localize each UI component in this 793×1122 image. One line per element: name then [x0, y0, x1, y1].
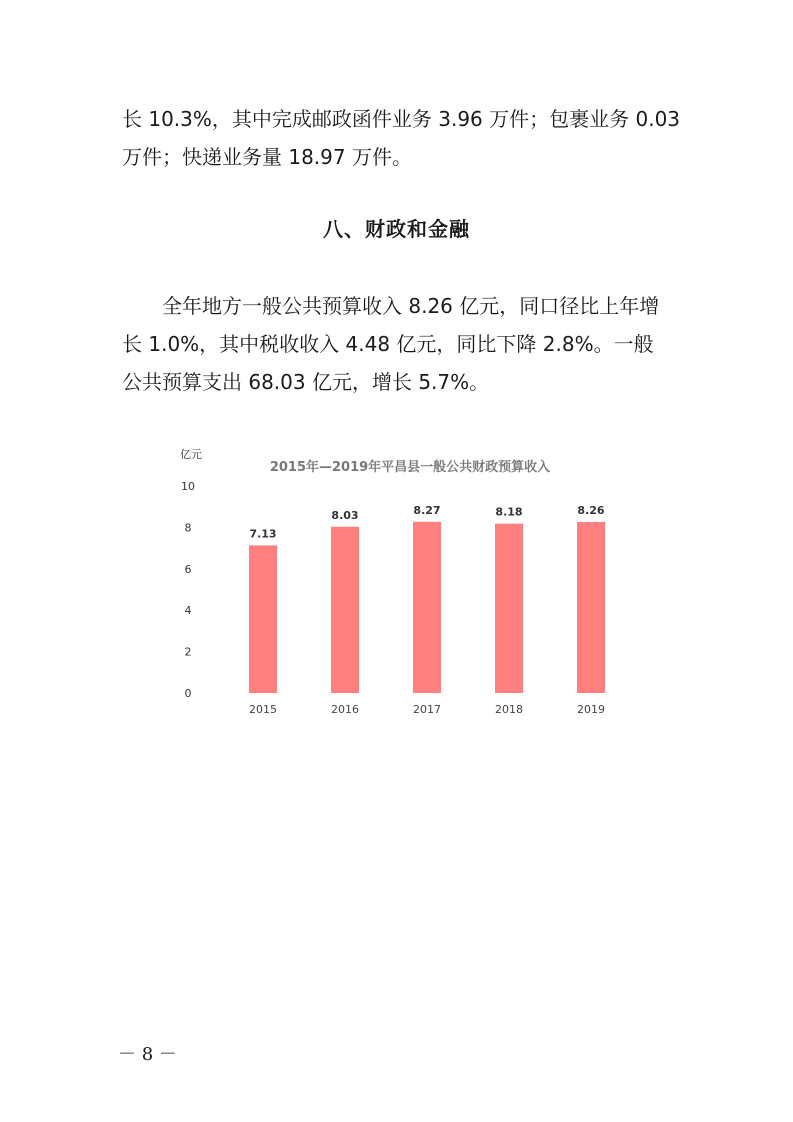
fiscal-paragraph: [122, 287, 678, 401]
bar-data-label: 8.03: [331, 508, 359, 522]
y-tick-label: 0: [184, 687, 192, 700]
bar: [331, 527, 359, 693]
bar: [495, 524, 523, 693]
revenue-bar-chart: [170, 440, 620, 730]
y-tick-label: 6: [184, 562, 192, 576]
bars: [249, 522, 605, 693]
bar: [413, 522, 441, 693]
bar-data-label: 8.18: [495, 505, 523, 519]
y-axis-label: 亿元: [180, 448, 202, 461]
text-line: 长 1.0%，其中税收收入 4.48 亿元，同比下降 2.8%。一般: [122, 332, 654, 356]
chart-title: 2015年—2019年平昌县一般公共财政预算收入: [269, 460, 551, 475]
x-tick-label: 2015: [249, 703, 277, 716]
x-tick-label: 2018: [495, 703, 523, 716]
y-tick-label: 4: [184, 604, 192, 618]
page-number: － 8 －: [118, 1044, 177, 1065]
bar-data-label: 7.13: [249, 527, 277, 541]
y-tick-label: 2: [184, 645, 192, 659]
y-tick-label: 10: [181, 480, 195, 493]
text-line: 长 10.3%，其中完成邮政函件业务 3.96 万件；包裹业务 0.03: [122, 107, 681, 131]
bar: [577, 522, 605, 693]
text-line: 万件；快递业务量 18.97 万件。: [122, 145, 412, 169]
y-tick-label: 8: [184, 521, 192, 535]
postal-paragraph: [122, 100, 681, 176]
text-line: 全年地方一般公共预算收入 8.26 亿元，同口径比上年增: [162, 294, 660, 318]
section-heading: 八、财政和金融: [323, 217, 470, 241]
x-tick-label: 2017: [413, 703, 441, 716]
text-line: 公共预算支出 68.03 亿元，增长 5.7%。: [122, 370, 490, 394]
bar-data-label: 8.27: [413, 503, 441, 517]
bar: [249, 545, 277, 693]
y-axis-ticks: [181, 480, 195, 700]
x-tick-label: 2019: [577, 703, 605, 716]
x-tick-label: 2016: [331, 703, 359, 716]
bar-data-label: 8.26: [577, 504, 605, 518]
x-axis-ticks: [249, 703, 605, 716]
